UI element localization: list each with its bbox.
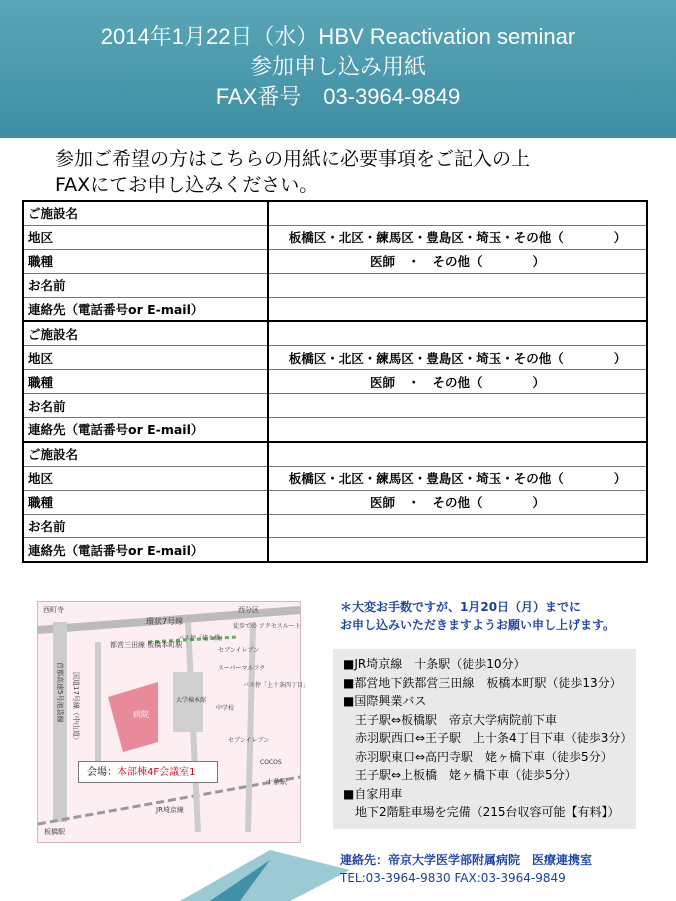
form-row	[23, 394, 647, 418]
form-input-cell[interactable]	[268, 394, 647, 418]
map-label-seven2: セブンイレブン	[228, 737, 270, 744]
venue-prefix: 会場：	[87, 767, 117, 778]
map-label-walk: 徒歩での アクセスルート	[233, 623, 301, 630]
form-row	[23, 297, 647, 321]
map-label-route17: 国道17号線（中山道）	[72, 672, 80, 744]
form-row	[23, 249, 647, 273]
map-label-station: 都営三田線 板橋本町駅	[110, 641, 183, 649]
form-label: 連絡先（電話番号or E-mail）	[23, 297, 268, 321]
access-line: ■JR埼京線 十条駅（徒歩10分）	[343, 657, 526, 671]
access-line: ■都営地下鉄都営三田線 板橋本町駅（徒歩13分）	[343, 675, 622, 690]
form-row	[23, 418, 647, 442]
intro-text	[55, 146, 530, 198]
access-line: 赤羽駅東口⇔高円寺駅 姥ヶ橋下車（徒歩5分）	[343, 749, 613, 764]
form-title: 参加申し込み用紙	[249, 54, 426, 79]
contact-line-1: 連絡先：帝京大学医学部附属病院 医療連携室	[340, 853, 593, 867]
map-label-super: スーパーマルフク	[218, 665, 266, 672]
form-label: お名前	[23, 273, 268, 297]
form-input-cell[interactable]: 医師 ・ その他（ ）	[268, 490, 647, 514]
form-input-cell[interactable]	[268, 273, 647, 297]
access-map	[37, 601, 310, 843]
form-input-cell[interactable]: 板橋区・北区・練馬区・豊島区・埼玉・その他（ ）	[268, 346, 647, 370]
map-label-hospital: 病院	[133, 710, 149, 719]
fax-number: FAX番号 03-3964-9849	[215, 84, 461, 109]
form-input-cell[interactable]: 板橋区・北区・練馬区・豊島区・埼玉・その他（ ）	[268, 225, 647, 249]
form-label: 地区	[23, 346, 268, 370]
map-label-bus2: バス停「上十条四丁目」	[243, 682, 310, 689]
map-label-top-left: 西町寺	[43, 606, 64, 614]
intro-line-1: 参加ご希望の方はこちらの用紙に必要事項をご記入の上	[55, 148, 531, 170]
form-row	[23, 225, 647, 249]
notice-line-2: お申し込みいただきますようお願い申し上げます。	[340, 618, 616, 632]
access-info-box	[333, 649, 636, 829]
deadline-notice	[340, 598, 615, 634]
form-label: 地区	[23, 225, 268, 249]
access-line: 赤羽駅西口⇔王子駅 上十条4丁目下車（徒歩3分）	[343, 731, 633, 745]
venue-name: 本部棟4F会議室1	[117, 767, 196, 778]
form-input-cell[interactable]	[268, 321, 647, 345]
map-label-shutoko: 首都高速5号池袋線	[56, 662, 64, 723]
form-label: お名前	[23, 394, 268, 418]
application-form-table	[22, 200, 648, 563]
form-input-cell[interactable]	[268, 297, 647, 321]
form-label: 地区	[23, 466, 268, 490]
form-input-cell[interactable]	[268, 538, 647, 562]
form-label: 職種	[23, 249, 268, 273]
form-input-cell[interactable]	[268, 418, 647, 442]
header-banner	[0, 0, 676, 138]
form-row	[23, 514, 647, 538]
access-line: ■国際興業バス	[343, 694, 427, 708]
form-label: 職種	[23, 370, 268, 394]
form-row	[23, 442, 647, 466]
venue-callout	[78, 761, 218, 783]
contact-line-2: TEL:03-3964-9830 FAX:03-3964-9849	[340, 871, 566, 885]
map-label-jujo: 十条駅	[266, 778, 287, 786]
map-drawing	[38, 602, 310, 842]
map-label-top-right: 西分区	[238, 606, 259, 614]
form-row	[23, 321, 647, 345]
form-row	[23, 370, 647, 394]
form-label: 職種	[23, 490, 268, 514]
form-input-cell[interactable]: 医師 ・ その他（ ）	[268, 370, 647, 394]
map-label-itabashi: 板橋駅	[44, 828, 65, 836]
form-input-cell[interactable]	[268, 201, 647, 225]
intro-line-2: FAXにてお申し込みください。	[55, 174, 319, 196]
form-label: ご施設名	[23, 201, 268, 225]
form-row	[23, 201, 647, 225]
map-label-road: 環状7号線	[146, 617, 184, 626]
access-line: 王子駅⇔板橋駅 帝京大学病院前下車	[343, 712, 558, 727]
map-label-building: 大学棟本館	[176, 697, 207, 704]
form-input-cell[interactable]	[268, 442, 647, 466]
access-line: ■自家用車	[343, 786, 403, 801]
map-label-bus: バス停「姥ケ橋」	[178, 635, 227, 642]
form-label: 連絡先（電話番号or E-mail）	[23, 418, 268, 442]
notice-line-1: ＊大変お手数ですが、1月20日（月）までに	[340, 600, 582, 614]
contact-info	[340, 851, 592, 887]
form-row	[23, 346, 647, 370]
map-label-jr: JR埼京線	[156, 806, 184, 814]
form-input-cell[interactable]: 板橋区・北区・練馬区・豊島区・埼玉・その他（ ）	[268, 466, 647, 490]
form-row	[23, 538, 647, 562]
form-input-cell[interactable]	[268, 514, 647, 538]
access-line: 王子駅⇔上板橋 姥ヶ橋下車（徒歩5分）	[343, 768, 577, 782]
map-label-school: 中学校	[216, 705, 235, 712]
form-label: ご施設名	[23, 321, 268, 345]
map-label-seven1: セブンイレブン	[218, 647, 260, 654]
form-row	[23, 273, 647, 297]
form-label: ご施設名	[23, 442, 268, 466]
form-label: 連絡先（電話番号or E-mail）	[23, 538, 268, 562]
form-label: お名前	[23, 514, 268, 538]
form-row	[23, 490, 647, 514]
access-line: 地下2階駐車場を完備（215台収容可能【有料】）	[343, 805, 620, 819]
map-label-cocos: COCOS	[260, 759, 282, 766]
form-input-cell[interactable]: 医師 ・ その他（ ）	[268, 249, 647, 273]
form-row	[23, 466, 647, 490]
seminar-title: 2014年1月22日（水）HBV Reactivation seminar	[100, 24, 576, 49]
